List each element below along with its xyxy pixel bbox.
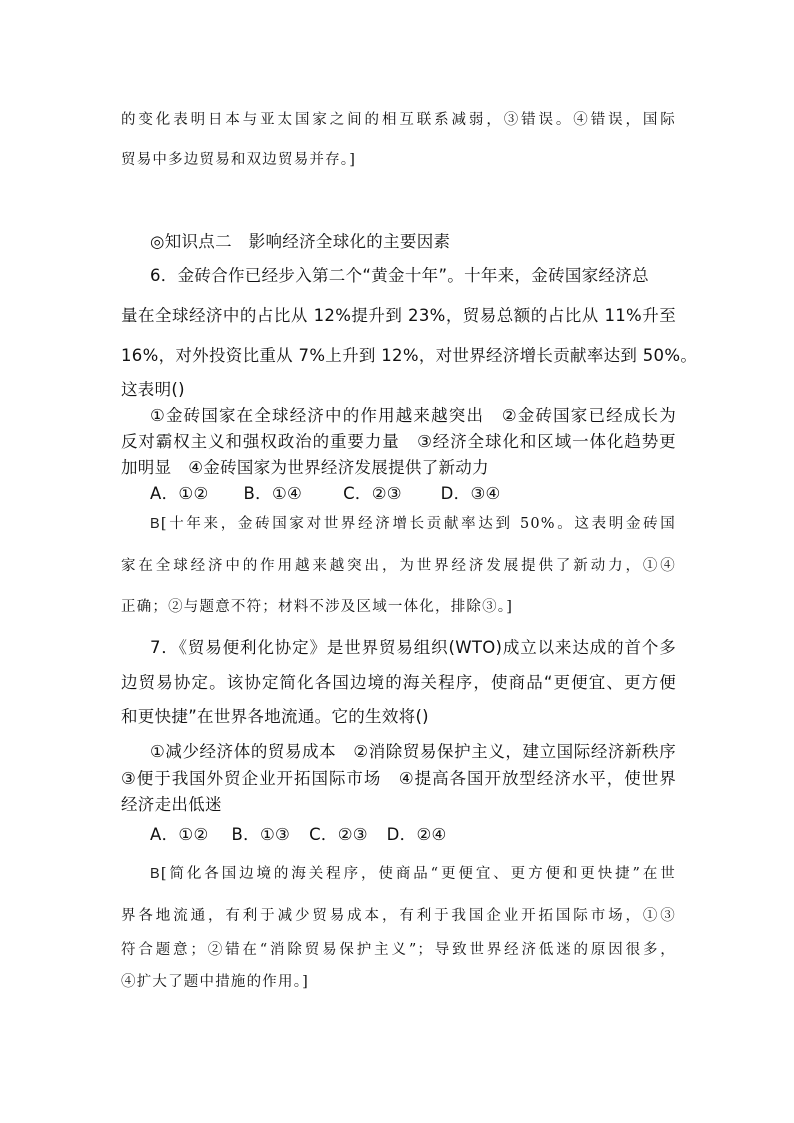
q7-answer-line-4: ④扩大了题中措施的作用。] (121, 974, 310, 990)
q6-stem-line-2: 量在全球经济中的占比从 12%提升到 23%，贸易总额的占比从 11%升至 (121, 306, 676, 325)
prev-answer-line-2: 贸易中多边贸易和双边贸易并存。] (121, 152, 357, 168)
q6-options (150, 480, 705, 504)
q7-statement-line-1: ①减少经济体的贸易成本 ②消除贸易保护主义，建立国际经济新秩序 (150, 742, 676, 761)
q6-stem-line-4: 这表明() (121, 380, 185, 399)
q6-statement-line-3: 加明显 ④金砖国家为世界经济发展提供了新动力 (121, 458, 489, 477)
q7-option-c: C．②③ (309, 825, 368, 844)
q7-option-d: D．②④ (386, 825, 447, 844)
q6-statement-line-1: ①金砖国家在全球经济中的作用越来越突出 ②金砖国家已经成长为 (150, 406, 676, 425)
q6-statement-line-2: 反对霸权主义和强权政治的重要力量 ③经济全球化和区域一体化趋势更 (121, 432, 676, 451)
q6-stem-line-3: 16%，对外投资比重从 7%上升到 12%，对世界经济增长贡献率达到 50%。 (121, 346, 698, 365)
q6-answer-line-2: 家在全球经济中的作用越来越突出，为世界经济发展提供了新动力，①④ (121, 558, 676, 574)
q6-option-a: A．①② (150, 484, 209, 503)
q7-answer-line-3: 符合题意；②错在“消除贸易保护主义”；导致世界经济低迷的原因很多， (121, 942, 676, 958)
q7-stem-line-2: 边贸易协定。该协定简化各国边境的海关程序，使商品“更便宜、更方便 (121, 673, 676, 692)
q7-answer-text-1: [简化各国边境的海关程序，使商品“更便宜、更方便和更快捷”在世 (160, 866, 676, 882)
q7-answer-letter: B (150, 866, 161, 882)
q7-stem-line-1: 7．《贸易便利化协定》是世界贸易组织(WTO)成立以来达成的首个多 (150, 638, 676, 657)
prev-answer-line-1: 的变化表明日本与亚太国家之间的相互联系减弱，③错误。④错误，国际 (121, 112, 676, 128)
q6-option-c: C．②③ (343, 484, 402, 503)
q6-answer-line-3: 正确；②与题意不符；材料不涉及区域一体化，排除③。] (121, 599, 514, 615)
q7-stem-line-3: 和更快捷”在世界各地流通。它的生效将() (121, 707, 429, 726)
q6-option-b: B．①④ (243, 484, 303, 503)
q7-statement-line-3: 经济走出低迷 (121, 795, 222, 814)
q6-answer-line-1 (150, 512, 676, 533)
q7-option-a: A．①② (150, 825, 209, 844)
q7-option-b: B．①③ (231, 825, 291, 844)
section-title: ◎知识点二 影响经济全球化的主要因素 (150, 232, 451, 251)
q6-option-d: D．③④ (440, 484, 501, 503)
q7-options (150, 821, 705, 845)
q6-answer-letter: B (150, 516, 161, 532)
q7-answer-line-1 (150, 862, 676, 883)
q6-stem-line-1: 6．金砖合作已经步入第二个“黄金十年”。十年来，金砖国家经济总 (150, 266, 649, 285)
q7-statement-line-2: ③便于我国外贸企业开拓国际市场 ④提高各国开放型经济水平，使世界 (121, 769, 676, 788)
q6-answer-text-1: [十年来，金砖国家对世界经济增长贡献率达到 50%。这表明金砖国 (160, 516, 676, 532)
q7-answer-line-2: 界各地流通，有利于减少贸易成本，有利于我国企业开拓国际市场，①③ (121, 908, 676, 924)
